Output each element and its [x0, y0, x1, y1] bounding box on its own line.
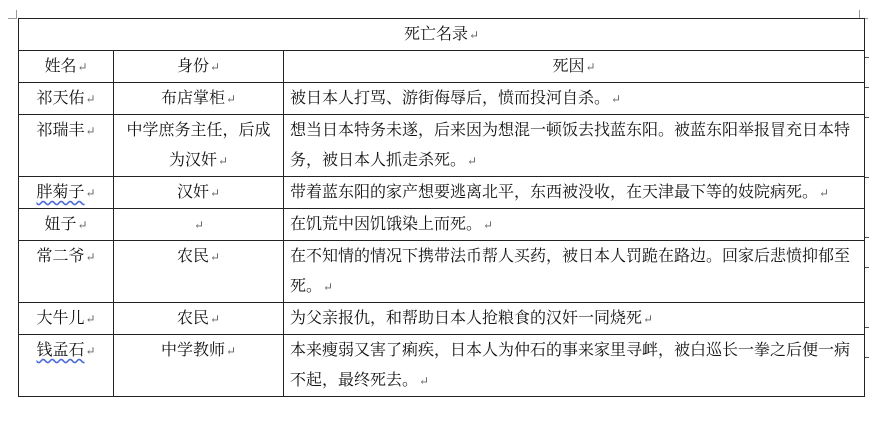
right-margin-tick: [865, 237, 869, 238]
role-cell: 中学教师↵: [114, 335, 284, 397]
page-corner-mark-top-left: [8, 10, 17, 19]
table-row: [19, 241, 865, 303]
column-header-role: 身份↵: [114, 51, 284, 83]
role-cell: ↵: [114, 209, 284, 241]
table-header-row: [19, 51, 865, 83]
name-cell: 妞子↵: [19, 209, 114, 241]
cause-cell: 被日本人打骂、游街侮辱后，愤而投河自杀。↵: [284, 83, 865, 115]
role-cell: 汉奸↵: [114, 177, 284, 209]
table-title-cell: [19, 19, 865, 51]
role-cell: 布店掌柜↵: [114, 83, 284, 115]
name-cell: 常二爷↵: [19, 241, 114, 303]
death-record-table: [18, 18, 865, 397]
cause-cell: 在饥荒中因饥饿染上而死。↵: [284, 209, 865, 241]
cause-cell: 为父亲报仇，和帮助日本人抢粮食的汉奸一同烧死↵: [284, 303, 865, 335]
right-margin-tick: [865, 57, 869, 58]
name-cell: 钱孟石↵: [19, 335, 114, 397]
name-cell: 胖菊子↵: [19, 177, 114, 209]
cause-cell: 在不知情的情况下携带法币帮人买药，被日本人罚跪在路边。回家后悲愤抑郁至死。↵: [284, 241, 865, 303]
name-cell: 祁瑞丰↵: [19, 115, 114, 177]
table-title-row: [19, 19, 865, 51]
table-row: [19, 303, 865, 335]
right-margin-tick: [865, 267, 869, 268]
role-cell: 中学庶务主任，后成为汉奸↵: [114, 115, 284, 177]
right-margin-tick: [865, 177, 869, 178]
cause-cell: 想当日本特务未遂，后来因为想混一顿饭去找蓝东阳。被蓝东阳举报冒充日本特务，被日本人抓走杀死。↵: [284, 115, 865, 177]
column-header-name: 姓名↵: [19, 51, 114, 83]
role-cell: 农民↵: [114, 241, 284, 303]
right-margin-tick: [865, 327, 869, 328]
right-margin-tick: [865, 357, 869, 358]
right-margin-tick: [865, 87, 869, 88]
column-header-cause: 死因↵: [284, 51, 865, 83]
name-cell: 大牛儿↵: [19, 303, 114, 335]
table-row: [19, 209, 865, 241]
table-row: [19, 83, 865, 115]
table-row: [19, 115, 865, 177]
cause-cell: 本来瘦弱又害了痢疾，日本人为仲石的事来家里寻衅，被白巡长一拳之后便一病不起，最终死去。↵: [284, 335, 865, 397]
table-row: [19, 335, 865, 397]
right-margin-tick: [865, 117, 869, 118]
table-title: 死亡名录: [403, 24, 468, 43]
role-cell: 农民↵: [114, 303, 284, 335]
name-cell: 祁天佑↵: [19, 83, 114, 115]
paragraph-mark: ↵: [468, 28, 480, 42]
table-row: [19, 177, 865, 209]
cause-cell: 带着蓝东阳的家产想要逃离北平，东西被没收，在天津最下等的妓院病死。↵: [284, 177, 865, 209]
